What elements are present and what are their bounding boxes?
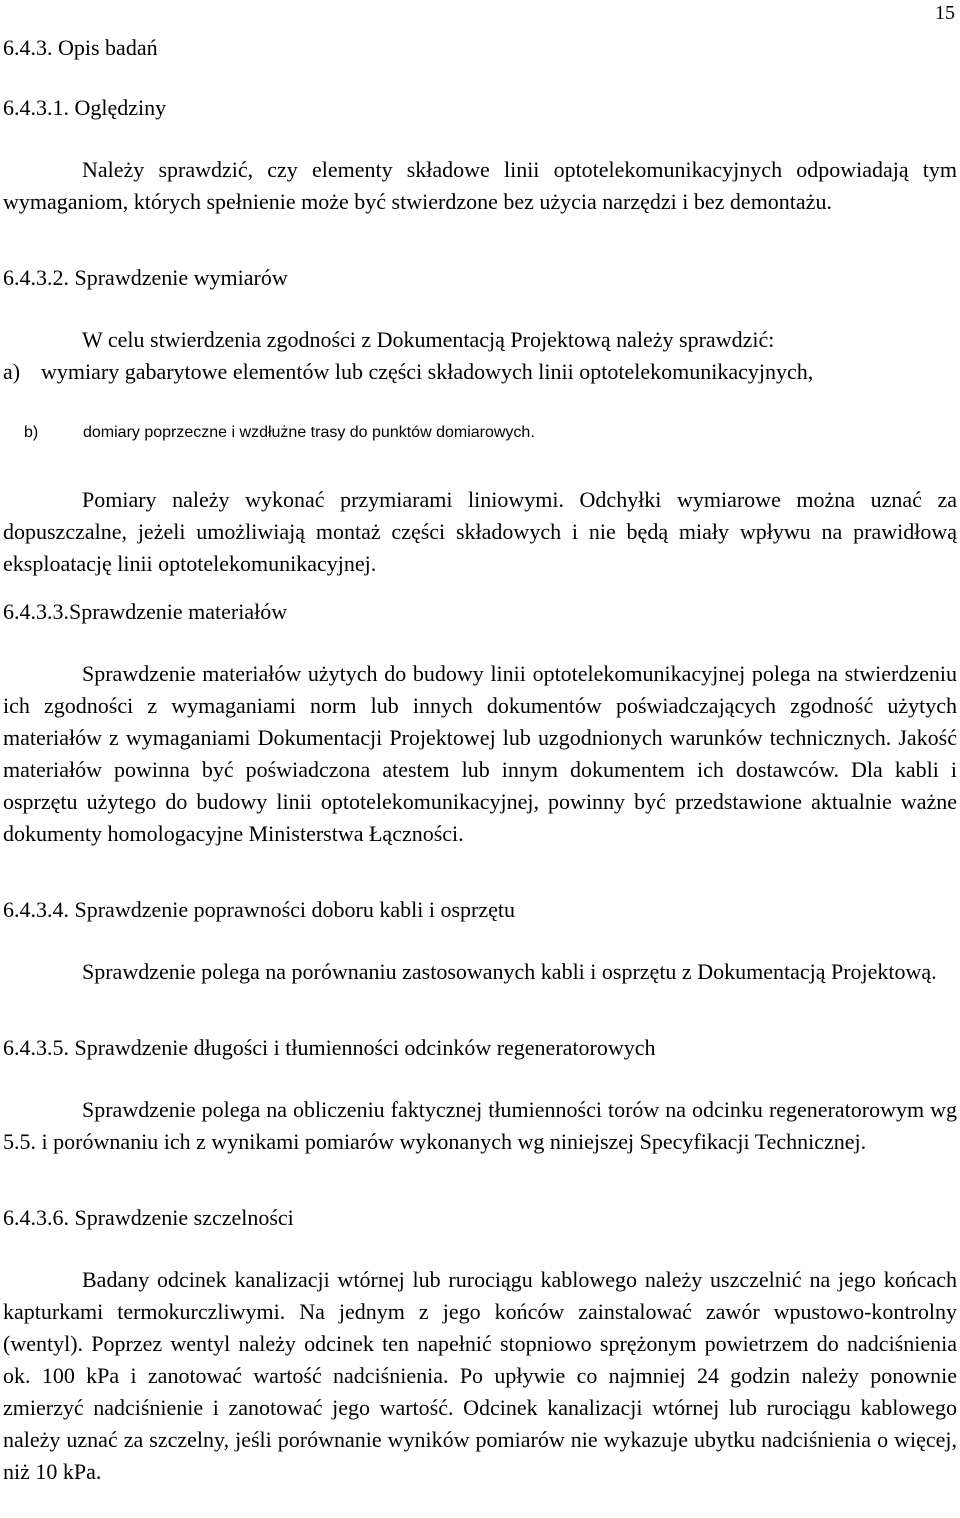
heading-6-4-3-6: 6.4.3.6. Sprawdzenie szczelności	[3, 1205, 294, 1230]
paragraph-dobor-kabli: Sprawdzenie polega na porównaniu zastosowanych kabli i osprzętu z Dokumentacją Projektową.	[82, 959, 937, 984]
paragraph-ogledziny: Należy sprawdzić, czy elementy składowe linii optotelekomunikacyjnych odpowiadają tym wymaganiom, których spełnienie może być stwierdzone bez użycia narzędzi i bez demontażu.	[3, 157, 957, 214]
list-item-a-text: wymiary gabarytowe elementów lub części składowych linii optotelekomunikacyjnych,	[41, 359, 814, 384]
heading-6-4-3: 6.4.3. Opis badań	[3, 35, 158, 60]
list-item-a-label: a)	[3, 359, 21, 384]
paragraph-tlumiennosc: Sprawdzenie polega na obliczeniu faktycznej tłumienności torów na odcinku regeneratorowym wg 5.5. i porównaniu ich z wynikami pomiarów wykonanych wg niniejszej Specyfikacji Technicznej.	[3, 1097, 957, 1154]
paragraph-materialy: Sprawdzenie materiałów użytych do budowy linii optotelekomunikacyjnej polega na stwierdzeniu ich zgodności z wymaganiami norm lub innych dokumentów poświadczających zgodność użytych materiałów z wymaganiami Dokumentacji Projektowej lub uzgodnionych warunków technicznych. Jakość materiałów powinna być poświadczona atestem lub innym dokumentem ich dostawców. Dla kabli i osprzętu użytego do budowy linii optotelekomunikacyjnej, powinny być przedstawione aktualnie ważne dokumenty homologacyjne Ministerstwa Łączności.	[3, 661, 957, 846]
paragraph-wymiary-intro: W celu stwierdzenia zgodności z Dokumentacją Projektową należy sprawdzić:	[82, 327, 775, 352]
heading-6-4-3-2: 6.4.3.2. Sprawdzenie wymiarów	[3, 265, 288, 290]
heading-6-4-3-1: 6.4.3.1. Oględziny	[3, 95, 167, 120]
page-number: 15	[935, 2, 955, 24]
list-item-b-text: domiary poprzeczne i wzdłużne trasy do punktów domiarowych.	[83, 424, 535, 441]
heading-6-4-3-5: 6.4.3.5. Sprawdzenie długości i tłumienności odcinków regeneratorowych	[3, 1035, 656, 1060]
paragraph-szczelnosc: Badany odcinek kanalizacji wtórnej lub rurociągu kablowego należy uszczelnić na jego końcach kapturkami termokurczliwymi. Na jednym z jego końców zainstalować zawór wpustowo-kontrolny (wentyl). Poprzez wentyl należy odcinek ten napełnić stopniowo sprężonym powietrzem do nadciśnienia ok. 100 kPa i zanotować wartość nadciśnienia. Po upływie co najmniej 24 godzin należy ponownie zmierzyć nadciśnienie i zanotować jego wartość. Odcinek kanalizacji wtórnej lub rurociągu kablowego należy uznać za szczelny, jeśli porównanie wyników pomiarów nie wykazuje ubytku nadciśnienia o więcej, niż 10 kPa.	[3, 1267, 957, 1484]
paragraph-pomiary: Pomiary należy wykonać przymiarami liniowymi. Odchyłki wymiarowe można uznać za dopuszczalne, jeżeli umożliwiają montaż części składowych i nie będą miały wpływu na prawidłową eksploatację linii optotelekomunikacyjnej.	[3, 487, 957, 576]
heading-6-4-3-4: 6.4.3.4. Sprawdzenie poprawności doboru kabli i osprzętu	[3, 897, 515, 922]
list-item-a	[3, 356, 957, 388]
heading-6-4-3-3: 6.4.3.3.Sprawdzenie materiałów	[3, 599, 288, 624]
list-item-b-label: b)	[24, 424, 39, 441]
list-item-b	[3, 422, 957, 444]
